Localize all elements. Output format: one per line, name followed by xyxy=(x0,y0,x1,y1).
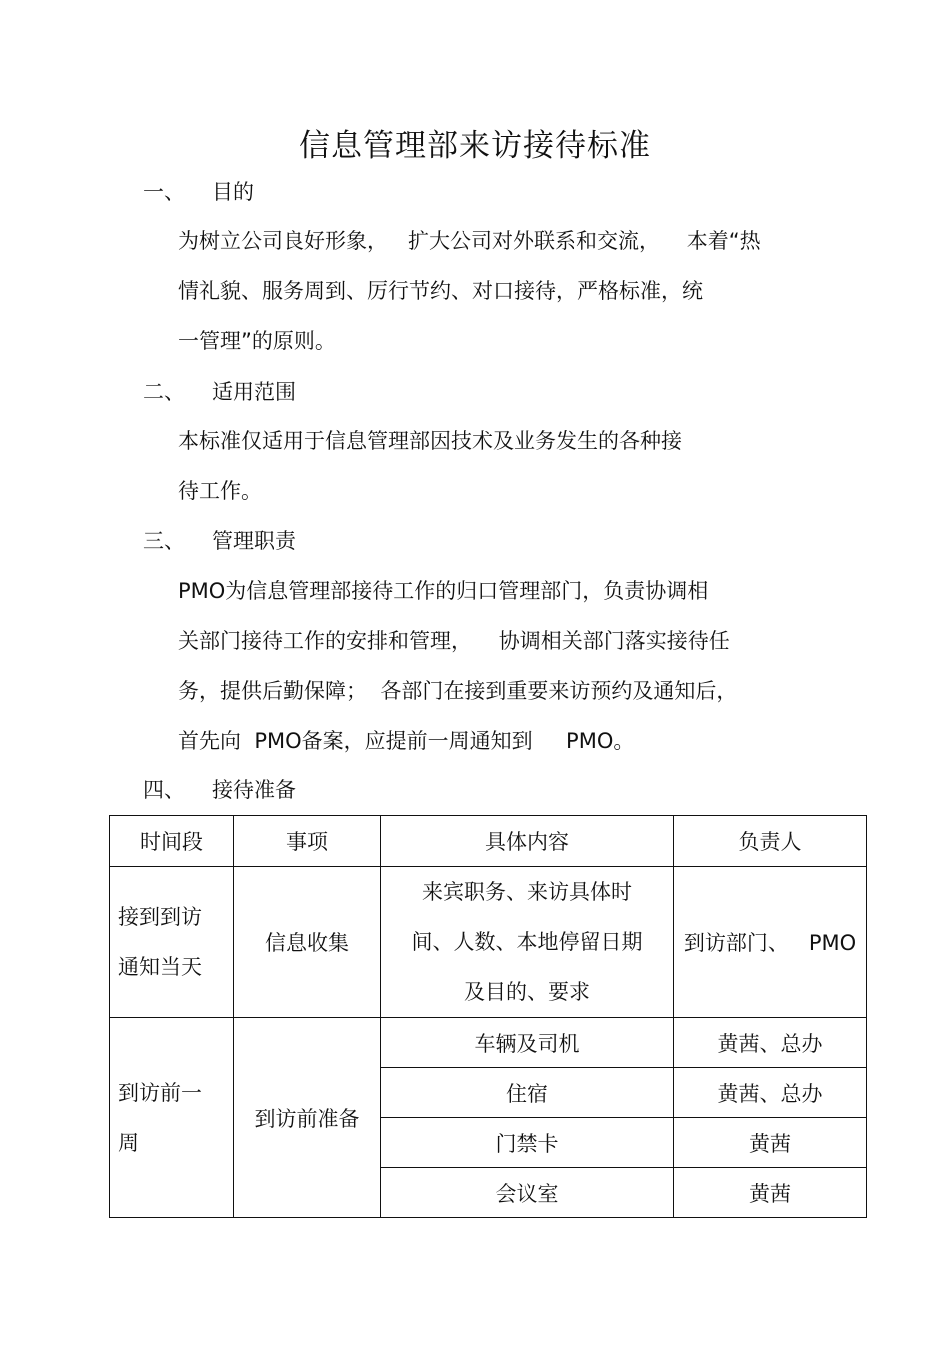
table-header-cell: 具体内容 xyxy=(381,816,674,867)
table-cell-item: 到访前准备 xyxy=(234,1018,381,1218)
cell-line: 间、人数、本地停留日期 xyxy=(411,930,643,954)
table-cell-owner: 黄茜、总办 xyxy=(674,1018,867,1068)
paragraph-line: 待工作。 xyxy=(178,479,262,503)
paragraph-line: 为树立公司良好形象， 扩大公司对外联系和交流， 本着“热 xyxy=(178,229,761,253)
section-title: 接待准备 xyxy=(212,778,296,802)
cell-line: 到访前一 xyxy=(118,1080,202,1105)
section-heading-1 xyxy=(143,177,254,207)
table-header-cell: 时间段 xyxy=(110,816,234,867)
section-heading-2 xyxy=(143,377,296,407)
table-header-cell: 负责人 xyxy=(674,816,867,867)
paragraph-line: 关部门接待工作的安排和管理， 协调相关部门落实接待任 xyxy=(178,629,730,653)
cell-line: 周 xyxy=(118,1130,139,1155)
table-cell-content: 门禁卡 xyxy=(381,1118,674,1168)
section-body-3 xyxy=(178,566,818,766)
table-cell-owner: 黄茜、总办 xyxy=(674,1068,867,1118)
section-title: 适用范围 xyxy=(212,380,296,404)
section-number: 一、 xyxy=(143,180,185,204)
section-number: 三、 xyxy=(143,529,185,553)
table-header-row xyxy=(110,816,867,867)
table-cell-period xyxy=(110,1018,234,1218)
table-header-cell: 事项 xyxy=(234,816,381,867)
paragraph-line: 务，提供后勤保障； 各部门在接到重要来访预约及通知后， xyxy=(178,679,738,703)
section-body-1 xyxy=(178,216,818,366)
section-number: 二、 xyxy=(143,380,185,404)
section-title: 管理职责 xyxy=(212,529,296,553)
table-cell-owner: 到访部门、 PMO xyxy=(674,867,867,1018)
table-row xyxy=(110,1018,867,1068)
table-cell-content: 会议室 xyxy=(381,1168,674,1218)
section-body-2 xyxy=(178,416,818,516)
table-cell-period xyxy=(110,867,234,1018)
table-cell-owner: 黄茜 xyxy=(674,1168,867,1218)
cell-line: 通知当天 xyxy=(118,955,202,979)
cell-line: 来宾职务、来访具体时 xyxy=(422,880,632,904)
cell-line: 接到到访 xyxy=(118,905,202,929)
cell-line: 及目的、要求 xyxy=(464,980,590,1004)
paragraph-line: 一管理”的原则。 xyxy=(178,329,336,353)
section-heading-3 xyxy=(143,526,296,556)
table-row xyxy=(110,867,867,1018)
section-heading-4 xyxy=(143,775,296,805)
paragraph-line: PMO为信息管理部接待工作的归口管理部门，负责协调相 xyxy=(178,579,709,603)
paragraph-line: 情礼貌、服务周到、厉行节约、对口接待，严格标准，统 xyxy=(178,279,703,303)
table-cell-content: 住宿 xyxy=(381,1068,674,1118)
reception-prep-table xyxy=(109,815,867,1218)
section-number: 四、 xyxy=(143,778,185,802)
table-cell-owner: 黄茜 xyxy=(674,1118,867,1168)
page-title: 信息管理部来访接待标准 xyxy=(299,128,651,164)
paragraph-line: 首先向 PMO备案，应提前一周通知到 PMO。 xyxy=(178,729,635,753)
paragraph-line: 本标准仅适用于信息管理部因技术及业务发生的各种接 xyxy=(178,429,682,453)
table-cell-item: 信息收集 xyxy=(234,867,381,1018)
table-cell-content: 车辆及司机 xyxy=(381,1018,674,1068)
section-title: 目的 xyxy=(212,180,254,204)
table-cell-content xyxy=(381,867,674,1018)
